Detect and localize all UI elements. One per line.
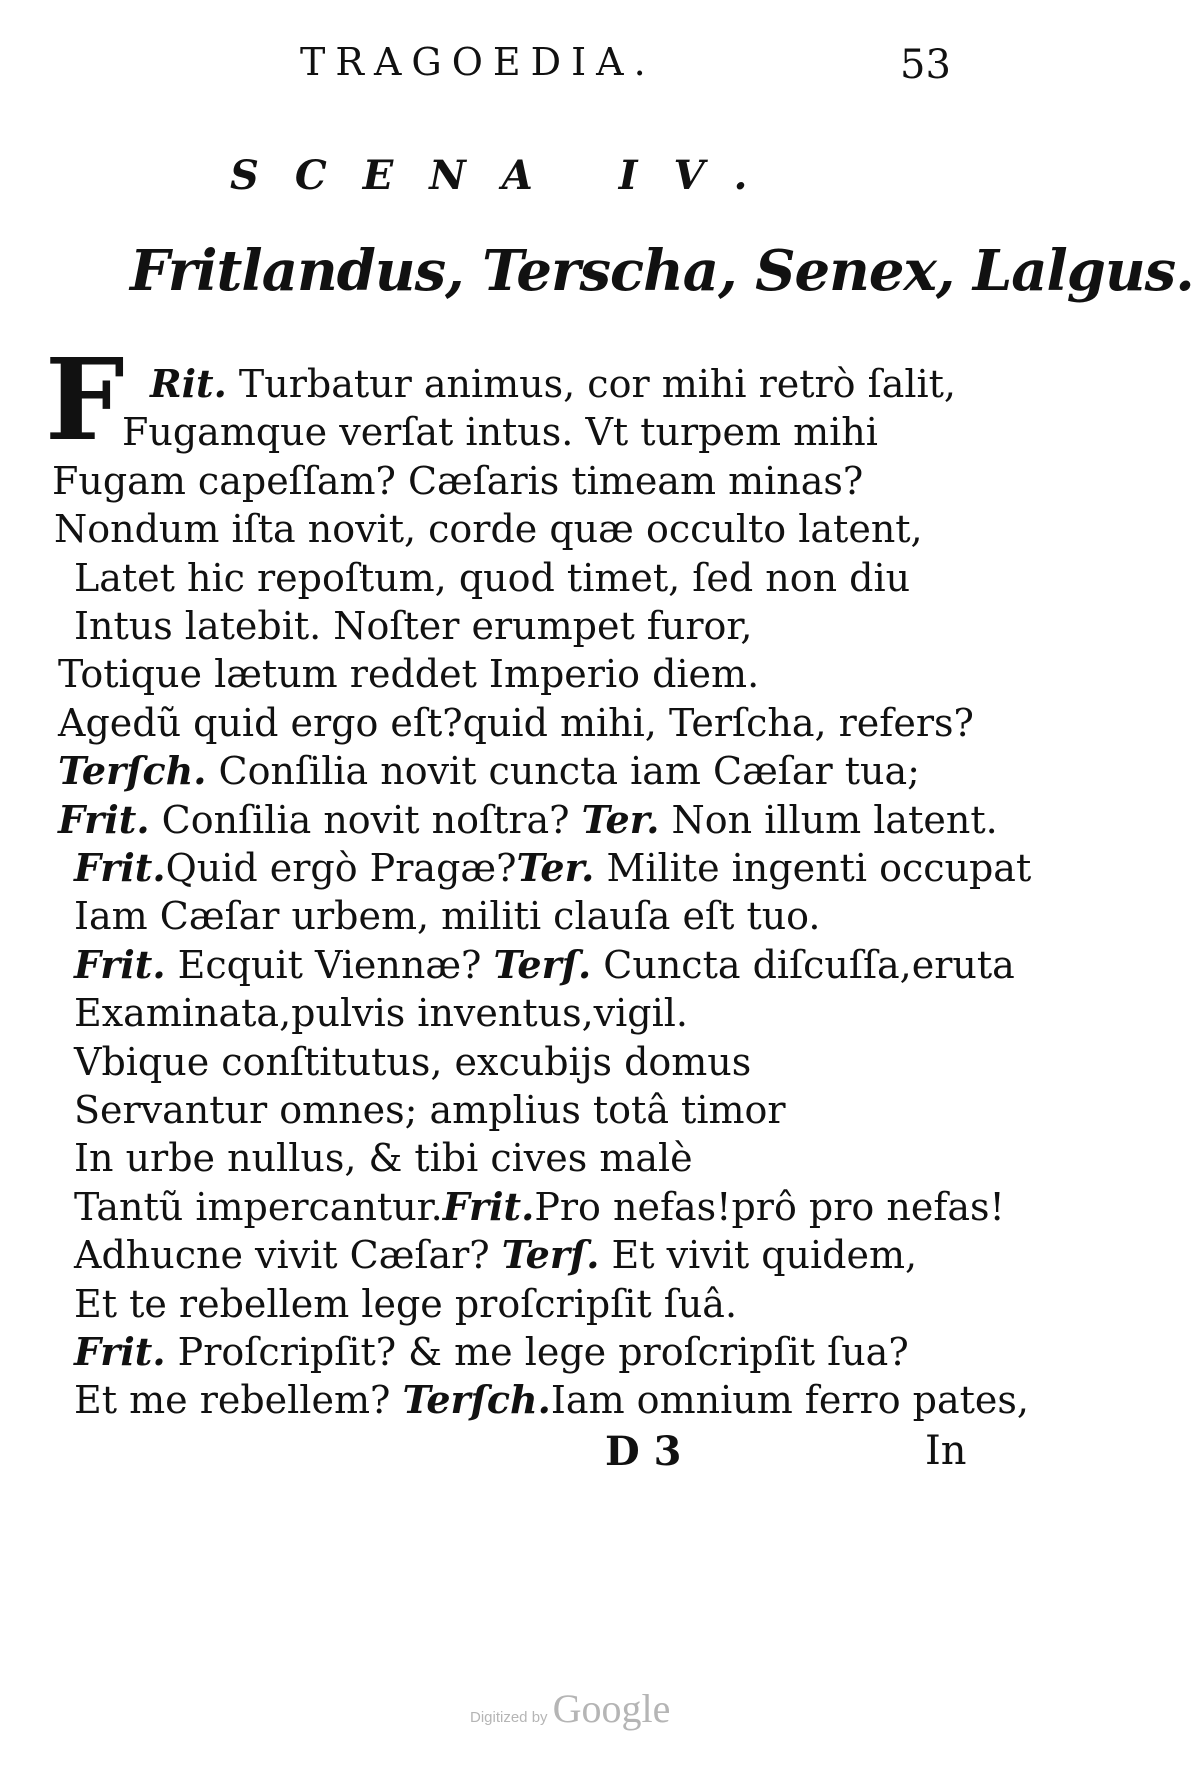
speaker-label: Frit. [74,1329,166,1374]
verse-text-segment: Totique lætum reddet Imperio diem. [58,652,760,697]
verse-line [58,652,759,696]
verse-text-segment: Intus latebit. Noſter erumpet furor, [74,604,753,648]
speaker-label: Frit. [58,796,150,842]
scene-heading: SCENA IV. [230,152,784,199]
verse-line [58,749,920,793]
verse-line [58,798,998,842]
verse-line [150,362,956,406]
verse-text-segment: Conſilia novit noſtra? [149,797,582,842]
verse-line [74,1040,751,1084]
verse-line [58,701,974,745]
verse-line [74,894,820,938]
verse-text-segment: Fugam capeſſam? Cæſaris timeam minas? [52,458,864,503]
watermark-prefix: Digitized by [470,1709,548,1726]
verse-text-segment: Et me rebellem? [74,1378,403,1423]
verse-text-segment: Conſilia novit cuncta iam Cæſar tua; [206,749,920,794]
verse-line [54,507,923,551]
speaker-label: Ter. [581,796,660,842]
verse-text-segment: Latet hic repoſtum, quod timet, ſed non diu [74,555,911,600]
verse-line [74,1185,1005,1229]
verse-line [74,991,688,1035]
verse-text-segment: Examinata,pulvis inventus,vigil. [74,991,689,1036]
verse-text-segment: Cuncta diſcuſſa,eruta [591,942,1015,987]
speaker-label: Frit. [442,1183,535,1229]
verse-line [122,410,878,454]
verse-text-segment: Vbique conſtitutus, excubijs domus [74,1039,752,1084]
verse-text-segment: Nondum iſta novit, corde quæ occulto latent, [54,507,923,552]
verse-text-segment: Et te rebellem lege proſcripſit ſuâ. [74,1281,738,1326]
verse-line [74,1378,1029,1422]
speaker-label: Terſ. [493,941,592,987]
verse-text-segment: Fugamque verſat intus. Vt turpem mihi [122,410,878,455]
verse-text-segment: Non illum latent. [659,797,998,842]
verse-text-segment: Servantur omnes; amplius totâ timor [74,1088,786,1132]
verse-line [74,1136,693,1180]
verse-text-segment: Adhucne vivit Cæſar? [74,1233,502,1278]
verse-text-segment: Iam Cæſar urbem, militi clauſa eſt tuo. [74,894,821,939]
drop-cap: F [45,335,125,466]
verse-text-segment: Agedũ quid ergo eſt?quid mihi, Terſcha, refers? [58,700,974,745]
verse-text-segment: Ecquit Viennæ? [165,942,494,987]
speaker-label: Terſ. [501,1232,600,1278]
verse-text-segment: Pro nefas!prô pro nefas! [534,1184,1005,1229]
signature-mark: D 3 [605,1428,682,1475]
catchword: In [925,1428,967,1474]
verse-line [74,1330,909,1374]
verse-text-segment: Proſcripſit? & me lege proſcripſit ſua? [165,1330,909,1374]
verse-line [74,1233,917,1277]
speaker-label: Rit. [150,361,227,406]
verse-line [74,604,752,648]
verse-text-segment: Quid ergò Pragæ? [165,846,517,890]
verse-text-segment: Turbatur animus, cor mihi retrò ſalit, [226,362,957,406]
verse-line [74,943,1015,987]
verse-text-segment: Iam omnium ferro pates, [550,1378,1029,1423]
verse-text-segment: Et vivit quidem, [599,1233,918,1278]
character-list: Fritlandus, Terscha, Senex, Lalgus. [130,238,1194,304]
verse-line [74,846,1031,890]
verse-text-segment: Tantũ impercantur. [74,1184,443,1229]
watermark-brand: Google [552,1686,671,1731]
running-title: TRAGOEDIA. [300,40,656,84]
digitization-watermark [470,1685,670,1732]
verse-line [52,459,863,503]
verse-line [74,1088,786,1132]
speaker-label: Frit. [74,941,166,987]
speaker-label: Terſch. [58,748,207,794]
verse-line [74,1282,737,1326]
verse-text-segment: In urbe nullus, & tibi cives malè [74,1136,693,1181]
verse-line [74,556,910,600]
speaker-label: Ter. [516,845,595,890]
page-number: 53 [900,42,951,88]
speaker-label: Terſch. [402,1377,551,1423]
verse-text-segment: Milite ingenti occupat [594,846,1032,890]
speaker-label: Frit. [74,845,166,890]
